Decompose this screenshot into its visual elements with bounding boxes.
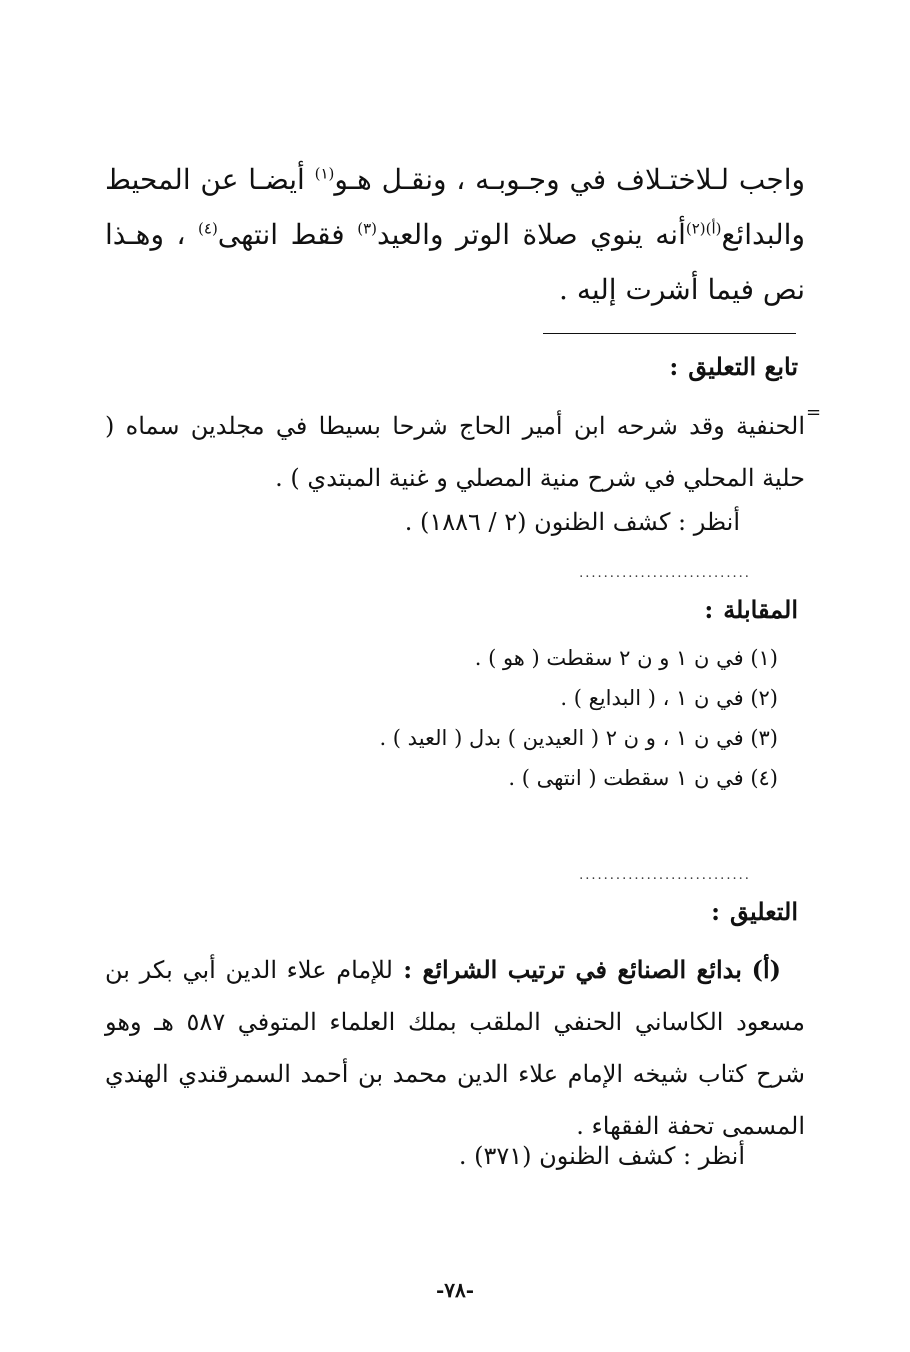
book-title-colon: :	[392, 955, 423, 984]
commentary-heading-colon: :	[711, 897, 720, 926]
dotted-separator-1: ............................	[579, 566, 751, 581]
continuation-heading-text: تابع التعليق	[688, 352, 798, 381]
commentary-paragraph	[105, 944, 805, 1152]
line2-middle: أنه ينوي صلاة الوتر والعيد	[376, 218, 686, 251]
continuation-heading	[669, 352, 798, 381]
commentary-item-label: (أ)	[751, 955, 782, 984]
footnote-separator	[543, 333, 796, 334]
collation-note: (٢) في ن ١ ، ( البدايع ) .	[560, 686, 778, 710]
main-paragraph	[105, 152, 805, 317]
book-title: بدائع الصنائع في ترتيب الشرائع	[422, 955, 742, 984]
page-number: -٧٨-	[435, 1278, 475, 1302]
continuation-reference: أنظر : كشف الظنون (٢ / ١٨٨٦) .	[404, 508, 740, 536]
continuation-text: الحنفية وقد شرحه ابن أمير الحاج شرحا بسيطا في مجلدين سماه ( حلية المحلي في شرح منية المصلي و غنية المبتدي ) .	[105, 412, 805, 492]
line1-start: واجب لـلاختـلاف في وجـوبـه ، ونقـل هـو	[334, 163, 805, 196]
commentary-text: للإمام علاء الدين أبي بكر بن مسعود الكاساني الحنفي الملقب بملك العلماء المتوفي ٥٨٧ هـ وهو شرح كتاب شيخه الإمام علاء الدين محمد بن أحمد السمرقندي الهندي المسمى تحفة الفقهاء .	[105, 956, 805, 1140]
collation-note: (٤) في ن ١ سقطت ( انتهى ) .	[508, 766, 778, 790]
dotted-separator-2: ............................	[579, 868, 751, 883]
continuation-marker: =	[806, 402, 822, 423]
line3: نص فيما أشرت إليه .	[559, 273, 805, 306]
continuation-heading-colon: :	[669, 352, 679, 381]
commentary-heading	[711, 897, 798, 926]
footnote-ref-2: (٢)	[685, 219, 706, 238]
footnote-ref-3: (٣)	[357, 219, 377, 238]
commentary-ref-a: (أ)	[705, 219, 722, 238]
line2-end: ، وهـذا	[105, 218, 199, 251]
collation-heading	[704, 595, 798, 624]
line2-later: فقط انتهى	[217, 218, 358, 251]
footnote-ref-4: (٤)	[198, 219, 218, 238]
line1-end: أيضـا عن المحيط	[105, 163, 315, 196]
collation-note: (١) في ن ١ و ن ٢ سقطت ( هو ) .	[474, 646, 778, 670]
commentary-reference: أنظر : كشف الظنون (٣٧١) .	[458, 1142, 745, 1170]
collation-heading-colon: :	[704, 595, 714, 624]
line2-start: والبدائع	[721, 218, 805, 251]
collation-note: (٣) في ن ١ ، و ن ٢ ( العيدين ) بدل ( العيد ) .	[379, 726, 778, 750]
collation-notes	[379, 638, 778, 798]
commentary-heading-text: التعليق	[729, 897, 798, 926]
footnote-ref-1: (١)	[314, 164, 335, 183]
collation-heading-text: المقابلة	[723, 595, 798, 624]
